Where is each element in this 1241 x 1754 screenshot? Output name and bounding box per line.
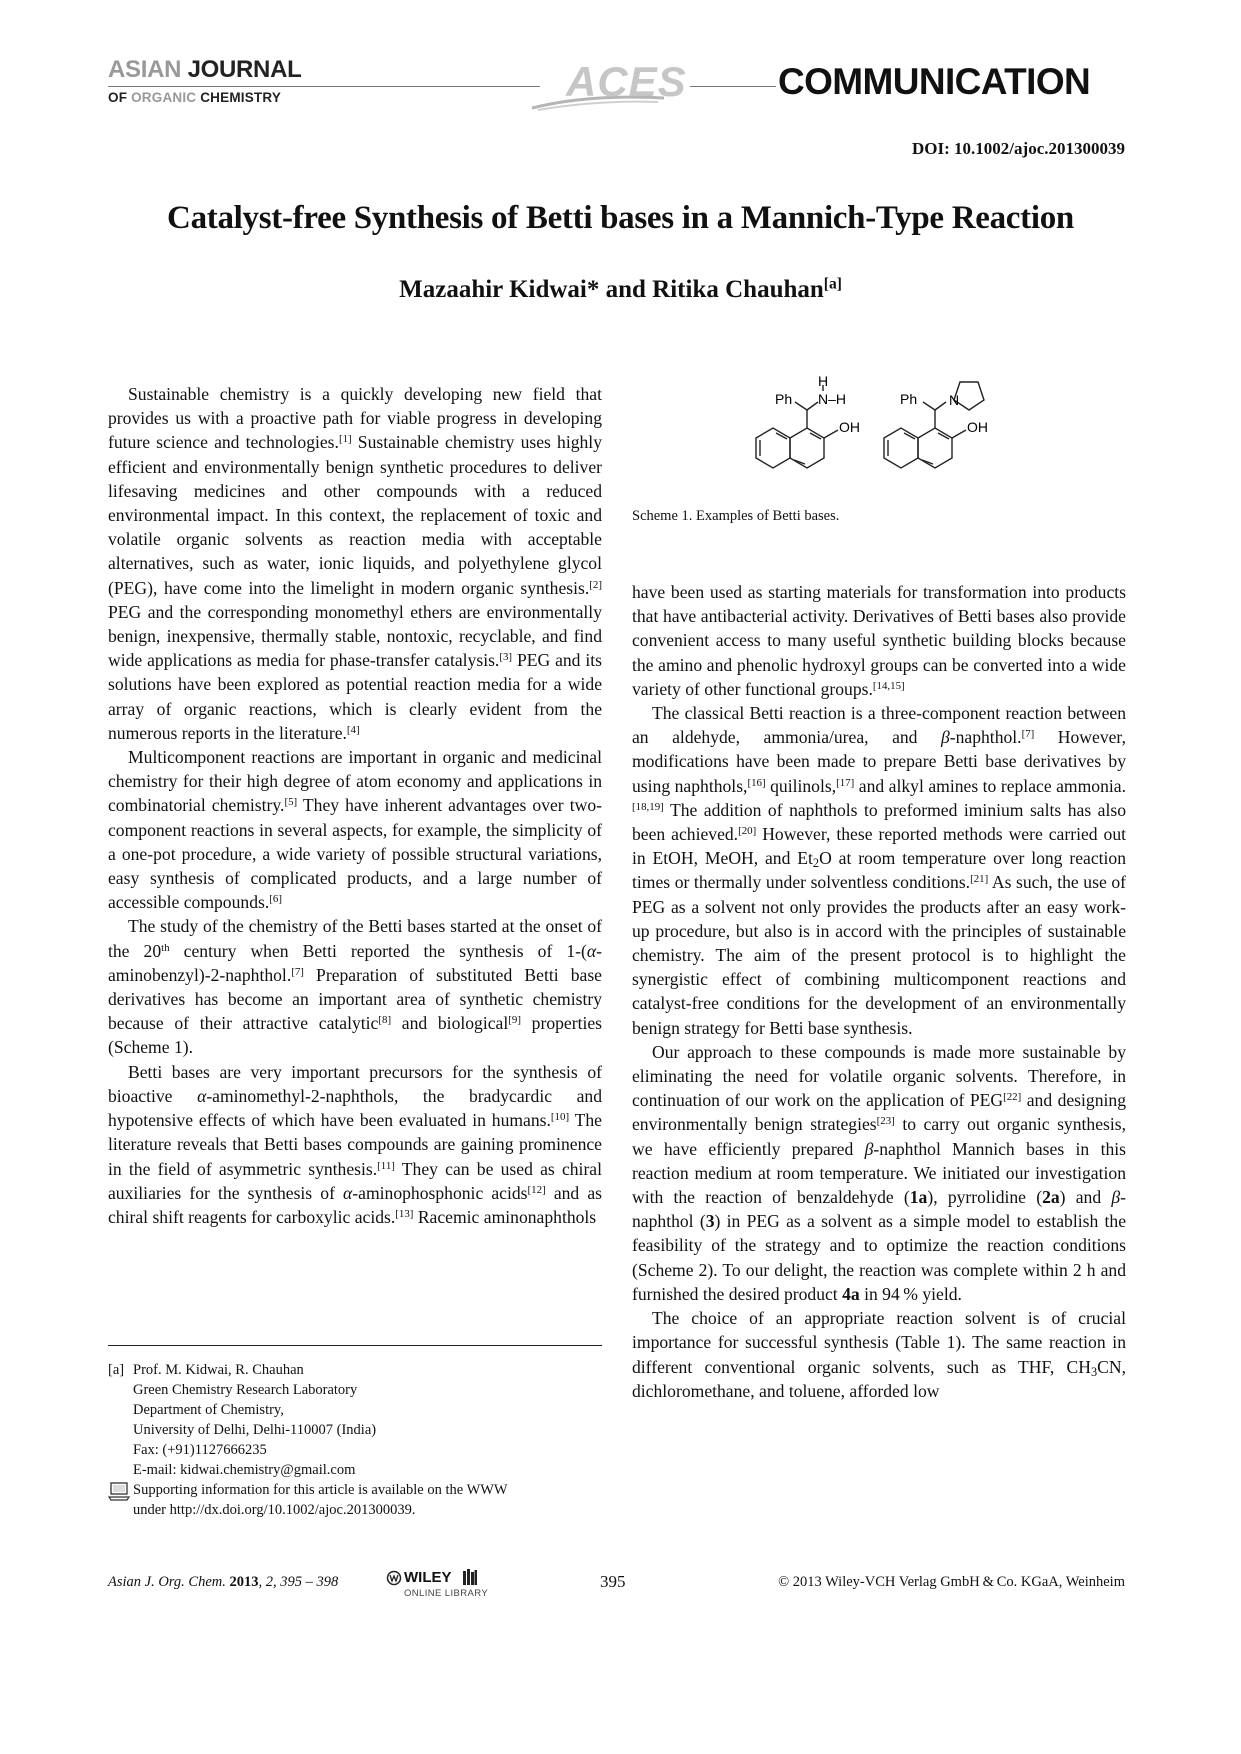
paragraph: The choice of an appropriate reaction solvent is of crucial importance for successful synthesis (Table 1). The same reaction in different conventional organic solvents, such as THF, $CH_3CN$, dichloromethane, and toluene, afforded low [632,1308,1126,1401]
footnote-label: [a] [108,1362,125,1378]
wiley-logo: WILEY [404,1569,452,1586]
footnote-line: Green Chemistry Research Laboratory [133,1382,358,1398]
books-icon [462,1569,478,1586]
footnote-line: Fax: (+91)1127666235 [133,1442,267,1458]
footnote-line: University of Delhi, Delhi-110007 (India) [133,1422,377,1438]
hydroxyl-label: OH [967,419,988,435]
header-rule-right [690,86,776,87]
paragraph: Betti bases are very important precursors for the synthesis of bioactive α-aminomethyl-2-naphthols, the bradycardic and hypotensive effects of which have been evaluated in humans.[10] The literature reveals that Betti bases compounds are gaining prominence in the field of asymmetric synthesis.[11] They can be used as chiral auxiliaries for the synthesis of α-aminophosphonic acids[12] and as chiral shift reagents for carboxylic acids.[13] Racemic aminonaphthols [108,1061,602,1227]
wiley-online-library: ONLINE LIBRARY [404,1588,489,1599]
footnote-email[interactable]: E-mail: kidwai.chemistry@gmail.com [133,1462,356,1478]
supporting-info-note [108,1480,602,1520]
footer-citation: Asian J. Org. Chem. 2013, 2, 395 – 398 [108,1574,339,1590]
supporting-info-link[interactable]: under http://dx.doi.org/10.1002/ajoc.201300039. [133,1502,416,1518]
page-number: 395 [600,1572,626,1591]
journal-name-line2: OF ORGANIC CHEMISTRY [108,90,282,105]
supporting-info-text: Supporting information for this article is available on the WWW [133,1482,508,1498]
hydrogen-label: H [818,373,829,389]
doi[interactable]: DOI: 10.1002/ajoc.201300039 [912,139,1125,158]
paragraph: have been used as starting materials for transformation into products that have antibacterial activity. Derivatives of Betti bases also provide convenient access to many useful synthetic building blocks because the amino and phenolic hydroxyl groups can be converted into a wide variety of other functional groups.[14,15] [632,582,1126,699]
paragraph: Multicomponent reactions are important in organic and medicinal chemistry for their high degree of atom economy and applications in combinatorial chemistry.[5] They have inherent advantages over two-component reactions in several aspects, for example, the simplicity of a one-pot procedure, a wide variety of possible structural variations, easy synthesis of complicated products, and a large number of accessible compounds.[6] [108,747,603,913]
hydroxyl-label: OH [839,419,860,435]
copyright: © 2013 Wiley-VCH Verlag GmbH & Co. KGaA, Weinheim [778,1574,1125,1590]
paragraph: The study of the chemistry of the Betti bases started at the onset of the 20th century when Betti reported the synthesis of 1-(α-aminobenzyl)-2-naphthol.[7] Preparation of substituted Betti base derivatives has become an important area of synthetic chemistry because of their attractive catalytic[8] and biological[9] properties (Scheme 1). [108,916,603,1058]
footnote-rule [108,1345,602,1346]
header-rule [108,86,540,87]
footnote-line: Prof. M. Kidwai, R. Chauhan [133,1362,304,1378]
nitrogen-label: N [949,392,960,408]
body-left-column [108,382,602,1229]
paragraph: Our approach to these compounds is made more sustainable by eliminating the need for volatile organic solvents. Therefore, in continuation of our work on the application of PEG[22] and designing environmentally benign strategies[23] to carry out organic synthesis, we have efficiently prepared β-naphthol Mannich bases in this reaction medium at room temperature. We initiated our investigation with the reaction of benzaldehyde (1a), pyrrolidine (2a) and β-naphthol (3) in PEG as a solvent as a simple model to establish the feasibility of the strategy and to optimize the reaction conditions (Scheme 2). To our delight, the reaction was complete within 2 h and furnished the desired product 4a in 94 % yield. [632,1041,1127,1304]
article-authors: Mazaahir Kidwai* and Ritika Chauhan[a] [399,275,842,303]
article-title: Catalyst-free Synthesis of Betti bases in a Mannich-Type Reaction [167,200,1074,236]
paragraph: Sustainable chemistry is a quickly developing new field that provides us with a proactive path for viable progress in developing future science and technologies.[1] Sustainable chemistry uses highly efficient and environmentally benign synthetic procedures to deliver lifesaving medicines and other compounds with a reduced environmental impact. In this context, the replacement of toxic and volatile organic solvents as reaction media with acceptable alternatives, such as water, ionic liquids, and polyethylene glycol (PEG), have come into the limelight in modern organic synthesis.[2] PEG and the corresponding monomethyl ethers are environmentally benign, inexpensive, thermally stable, nontoxic, recyclable, and find wide applications as media for phase-transfer catalysis.[3] PEG and its solutions have been explored as potential reaction media for a wide array of organic reactions, which is clearly evident from the numerous reports in the literature.[4] [108,384,602,743]
paragraph: The classical Betti reaction is a three-component reaction between an aldehyde, ammonia/urea, and β-naphthol.[7] However, modifications have been made to prepare Betti base derivatives by using naphthols,[16] quilinols,[17] and alkyl amines to replace ammonia.[18,19] The addition of naphthols to preformed iminium salts has also been achieved.[20] However, these reported methods were carried out in EtOH, MeOH, and $Et_2O$ at room temperature over long reaction times or thermally under solventless conditions.[21] As such, the use of PEG as a solvent not only provides the products after an easy work-up procedure, but also is in accord with the principles of sustainable chemistry. The aim of the present protocol is to highlight the synergistic effect of combining multicomponent reactions and catalyst-free conditions for the development of an environmentally benign strategy for Betti base synthesis. [632,703,1127,1038]
scheme-caption: Scheme 1. Examples of Betti bases. [632,508,840,524]
scheme-betti-bases [750,373,1012,498]
aces-logo: ACES [566,58,687,105]
phenyl-label: Ph [900,391,918,407]
amine-label: N–H [818,391,847,407]
section-label: COMMUNICATION [778,61,1091,102]
body-right-column [632,580,1126,1403]
computer-icon [108,1482,130,1502]
affiliation-footnote [108,1360,602,1480]
wiley-mark-icon [386,1570,404,1586]
journal-name-line1: ASIAN JOURNAL [108,56,302,83]
phenyl-label: Ph [775,391,793,407]
footnote-line: Department of Chemistry, [133,1402,284,1418]
